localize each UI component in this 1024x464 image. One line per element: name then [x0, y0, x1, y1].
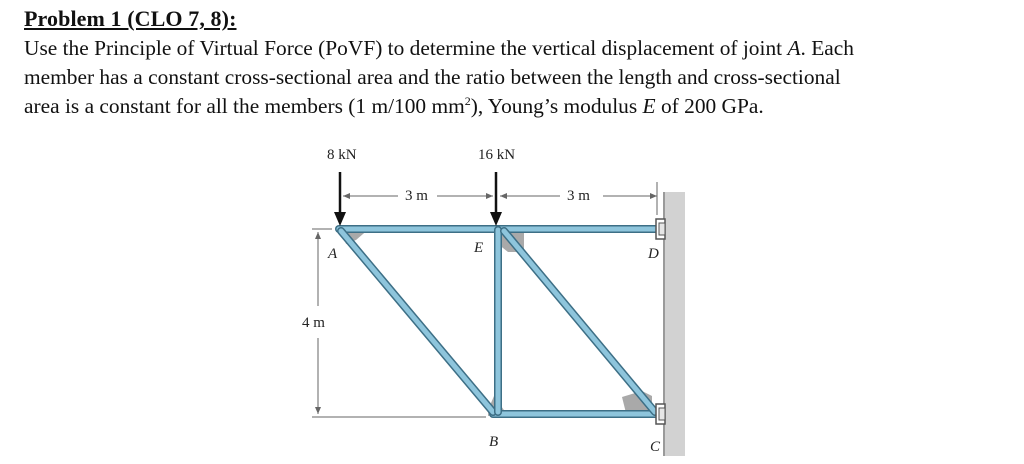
support-c	[656, 404, 665, 424]
truss-members	[339, 229, 657, 414]
problem-heading: Problem 1 (CLO 7, 8):	[24, 6, 237, 31]
superscript-2: 2	[464, 94, 471, 108]
dimension-label-height: 4 m	[302, 315, 325, 331]
member-ec	[504, 231, 655, 412]
dimension-label-right: 3 m	[567, 188, 590, 204]
wall-support	[663, 192, 685, 456]
statement-line-2: member has a constant cross-sectional area and the ratio between the length and cross-sectional	[24, 65, 841, 89]
statement-line-3: area is a constant for all the members (1 m/100 $mm^2$), Young’s modulus E of 200 GPa.	[24, 94, 764, 118]
load-arrow-16kn	[490, 172, 502, 226]
horizontal-dimension	[343, 182, 657, 215]
member-ab	[341, 231, 493, 412]
joint-label-e: E	[474, 240, 484, 256]
statement-line-1: Use the Principle of Virtual Force (PoVF) to determine the vertical displacement of joint A. Each	[24, 36, 854, 60]
joint-label-a: A	[328, 246, 338, 262]
support-d	[656, 219, 665, 239]
youngs-modulus-symbol: E	[642, 94, 656, 118]
joint-label-b: B	[489, 434, 499, 450]
joint-label-d: D	[648, 246, 659, 262]
load-arrow-8kn	[334, 172, 346, 226]
vertical-dimension	[312, 229, 486, 417]
load-label-16kn: 16 kN	[478, 147, 516, 163]
joint-label-c: C	[650, 439, 661, 455]
load-label-8kn: 8 kN	[327, 147, 357, 163]
dimension-label-left: 3 m	[405, 188, 428, 204]
joint-a-reference: A	[787, 36, 801, 60]
